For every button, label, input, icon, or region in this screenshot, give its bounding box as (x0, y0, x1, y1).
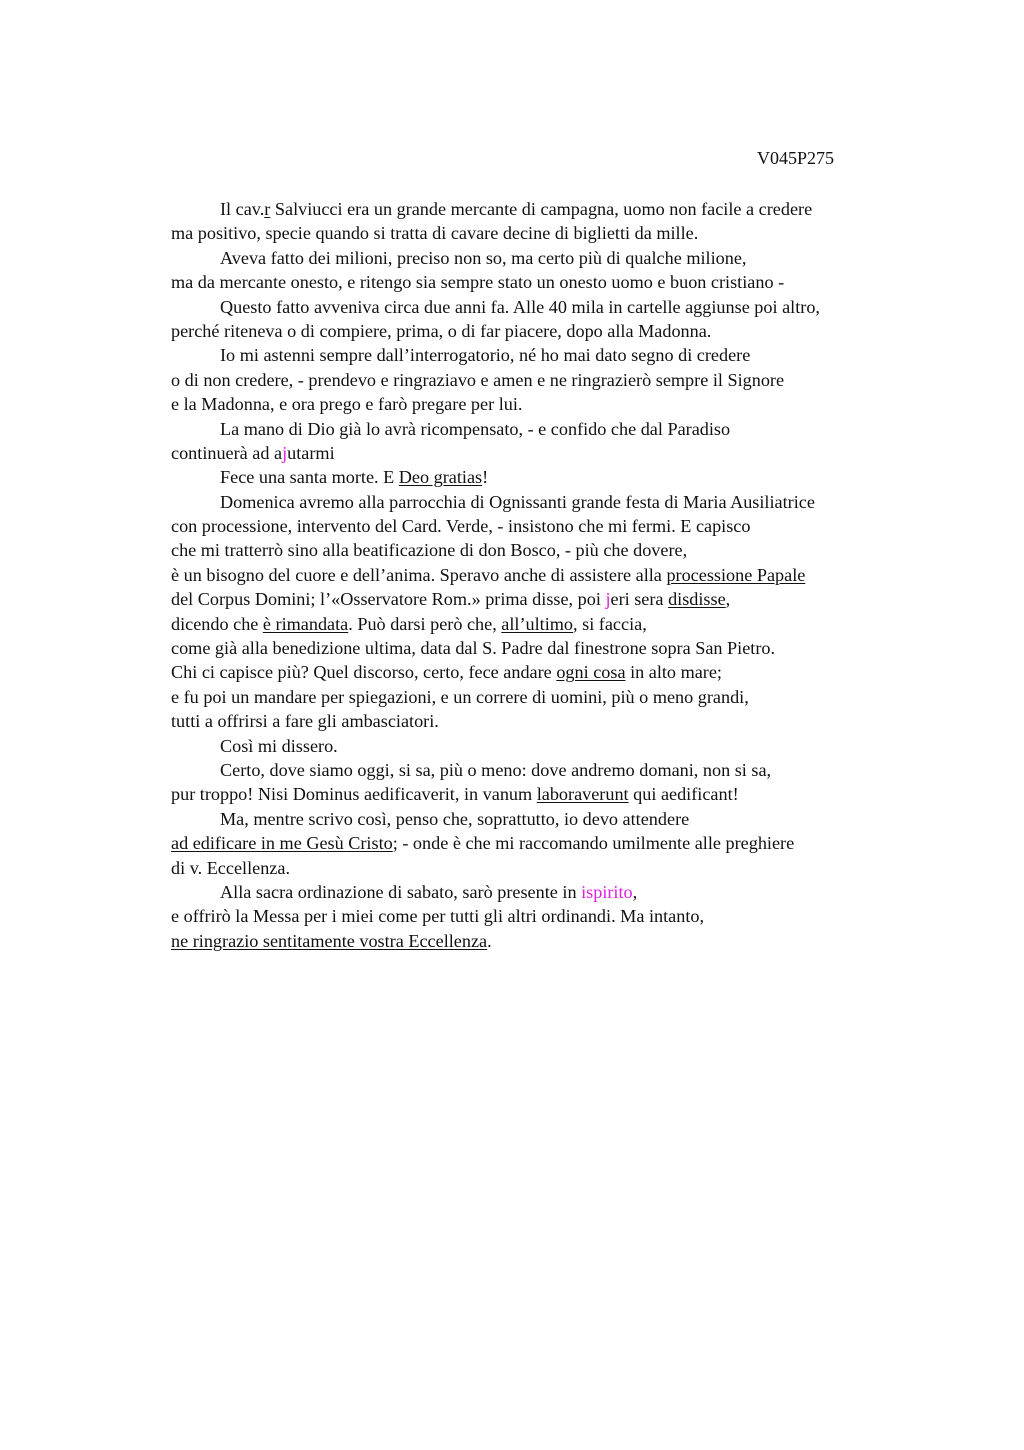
text-line (171, 221, 916, 245)
text-line (171, 270, 916, 294)
text-line (171, 709, 916, 733)
text-line (171, 831, 916, 855)
text-segment: in alto mare; (625, 662, 722, 683)
text-line (171, 441, 916, 465)
text-line (171, 856, 916, 880)
text-segment: come già alla benedizione ultima, data dal S. Padre dal finestrone sopra San Pietro. (171, 638, 776, 659)
text-line (171, 392, 916, 416)
text-line (171, 417, 916, 441)
text-line (171, 368, 916, 392)
underlined-text: ad edificare in me Gesù Cristo (171, 833, 393, 854)
text-line (171, 319, 916, 343)
text-line (171, 514, 916, 538)
underlined-text: laboraverunt (536, 784, 629, 805)
text-segment: o di non credere, - prendevo e ringraziavo e amen e ne ringrazierò sempre il Signore (171, 369, 785, 390)
underlined-text: all’ultimo (501, 613, 574, 634)
text-line (171, 612, 916, 636)
underlined-text: ogni cosa (556, 662, 626, 683)
text-segment: , si faccia, (573, 613, 647, 634)
text-segment: perché riteneva o di compiere, prima, o di far piacere, dopo alla Madonna. (171, 320, 712, 341)
underlined-text: processione Papale (666, 564, 806, 585)
text-segment: che mi tratterrò sino alla beatificazione di don Bosco, - più che dovere, (171, 540, 688, 561)
underlined-text: è rimandata (262, 613, 349, 634)
text-segment: Domenica avremo alla parrocchia di Ognissanti grande festa di Maria Ausiliatrice (220, 491, 815, 512)
text-segment: è un bisogno del cuore e dell’anima. Speravo anche di assistere alla (171, 564, 667, 585)
text-segment: La mano di Dio già lo avrà ricompensato, - e confido che dal Paradiso (220, 418, 731, 439)
text-segment: Questo fatto avveniva circa due anni fa. Alle 40 mila in cartelle aggiunse poi altro, (220, 296, 820, 317)
text-segment: Salviucci era un grande mercante di campagna, uomo non facile a credere (270, 199, 813, 219)
text-segment: tutti a offrirsi a fare gli ambasciatori. (171, 711, 439, 732)
text-segment: continuerà ad a (171, 442, 283, 463)
page-identifier: V045P275 (757, 148, 835, 168)
underlined-text: ne ringrazio sentitamente vostra Eccellenza (171, 930, 488, 951)
text-segment: Io mi astenni sempre dall’interrogatorio, né ho mai dato segno di credere (220, 345, 751, 366)
text-line (171, 465, 916, 489)
text-line (171, 758, 916, 782)
text-segment: Fece una santa morte. E (220, 467, 399, 488)
underlined-text: r (264, 199, 271, 219)
text-segment: e la Madonna, e ora prego e farò pregare per lui. (171, 394, 523, 415)
text-line (171, 295, 916, 319)
text-segment: del Corpus Domini; l’«Osservatore Rom.» prima disse, poi (171, 589, 606, 610)
text-segment: ! (482, 467, 489, 488)
text-segment: Certo, dove siamo oggi, si sa, più o meno: dove andremo domani, non si sa, (220, 759, 772, 780)
text-segment: Aveva fatto dei milioni, preciso non so, ma certo più di qualche milione, (220, 247, 747, 268)
text-line (171, 587, 916, 611)
text-segment: utarmi (287, 442, 335, 463)
underlined-text: Deo gratias (398, 467, 483, 488)
text-line (171, 246, 916, 270)
highlighted-text: j (282, 442, 288, 463)
text-segment: . (487, 930, 492, 951)
text-segment: ma da mercante onesto, e ritengo sia sempre stato un onesto uomo e buon cristiano - (171, 272, 785, 293)
text-line (171, 685, 916, 709)
text-line (171, 904, 916, 928)
text-segment: pur troppo! Nisi Dominus aedificaverit, in vanum (171, 784, 537, 805)
underlined-text: disdisse (668, 589, 726, 610)
text-line (171, 490, 916, 514)
text-line (171, 880, 916, 904)
text-segment: con processione, intervento del Card. Verde, - insistono che mi fermi. E capisco (171, 516, 751, 537)
text-segment: . Può darsi però che, (348, 613, 502, 634)
text-segment: e offrirò la Messa per i miei come per tutti gli altri ordinandi. Ma intanto, (171, 906, 705, 927)
text-segment: e fu poi un mandare per spiegazioni, e un correre di uomini, più o meno grandi, (171, 686, 749, 707)
text-segment: Il cav. (220, 199, 265, 219)
text-segment: eri sera (610, 589, 669, 610)
text-line (171, 734, 916, 758)
text-segment: Ma, mentre scrivo così, penso che, soprattutto, io devo attendere (220, 808, 690, 829)
highlighted-text: j (605, 589, 611, 610)
text-line (171, 538, 916, 562)
text-line (171, 782, 916, 806)
text-segment: dicendo che (171, 613, 263, 634)
text-line (171, 343, 916, 367)
text-line (171, 660, 916, 684)
text-line (171, 197, 916, 221)
letter-body (171, 197, 916, 953)
text-line (171, 929, 916, 953)
text-segment: ma positivo, specie quando si tratta di cavare decine di biglietti da mille. (171, 223, 699, 244)
text-line (171, 807, 916, 831)
text-segment: Chi ci capisce più? Quel discorso, certo, fece andare (171, 662, 557, 683)
text-segment: Alla sacra ordinazione di sabato, sarò presente in (220, 881, 582, 902)
highlighted-text: ispirito (581, 881, 633, 902)
text-segment: ; - onde è che mi raccomando umilmente alle preghiere (392, 833, 795, 854)
text-segment: , (725, 589, 731, 610)
text-line (171, 563, 916, 587)
text-segment: qui aedificant! (628, 784, 739, 805)
text-segment: Così mi dissero. (220, 735, 338, 756)
text-line (171, 636, 916, 660)
text-segment: di v. Eccellenza. (171, 857, 290, 878)
text-segment: , (632, 881, 638, 902)
